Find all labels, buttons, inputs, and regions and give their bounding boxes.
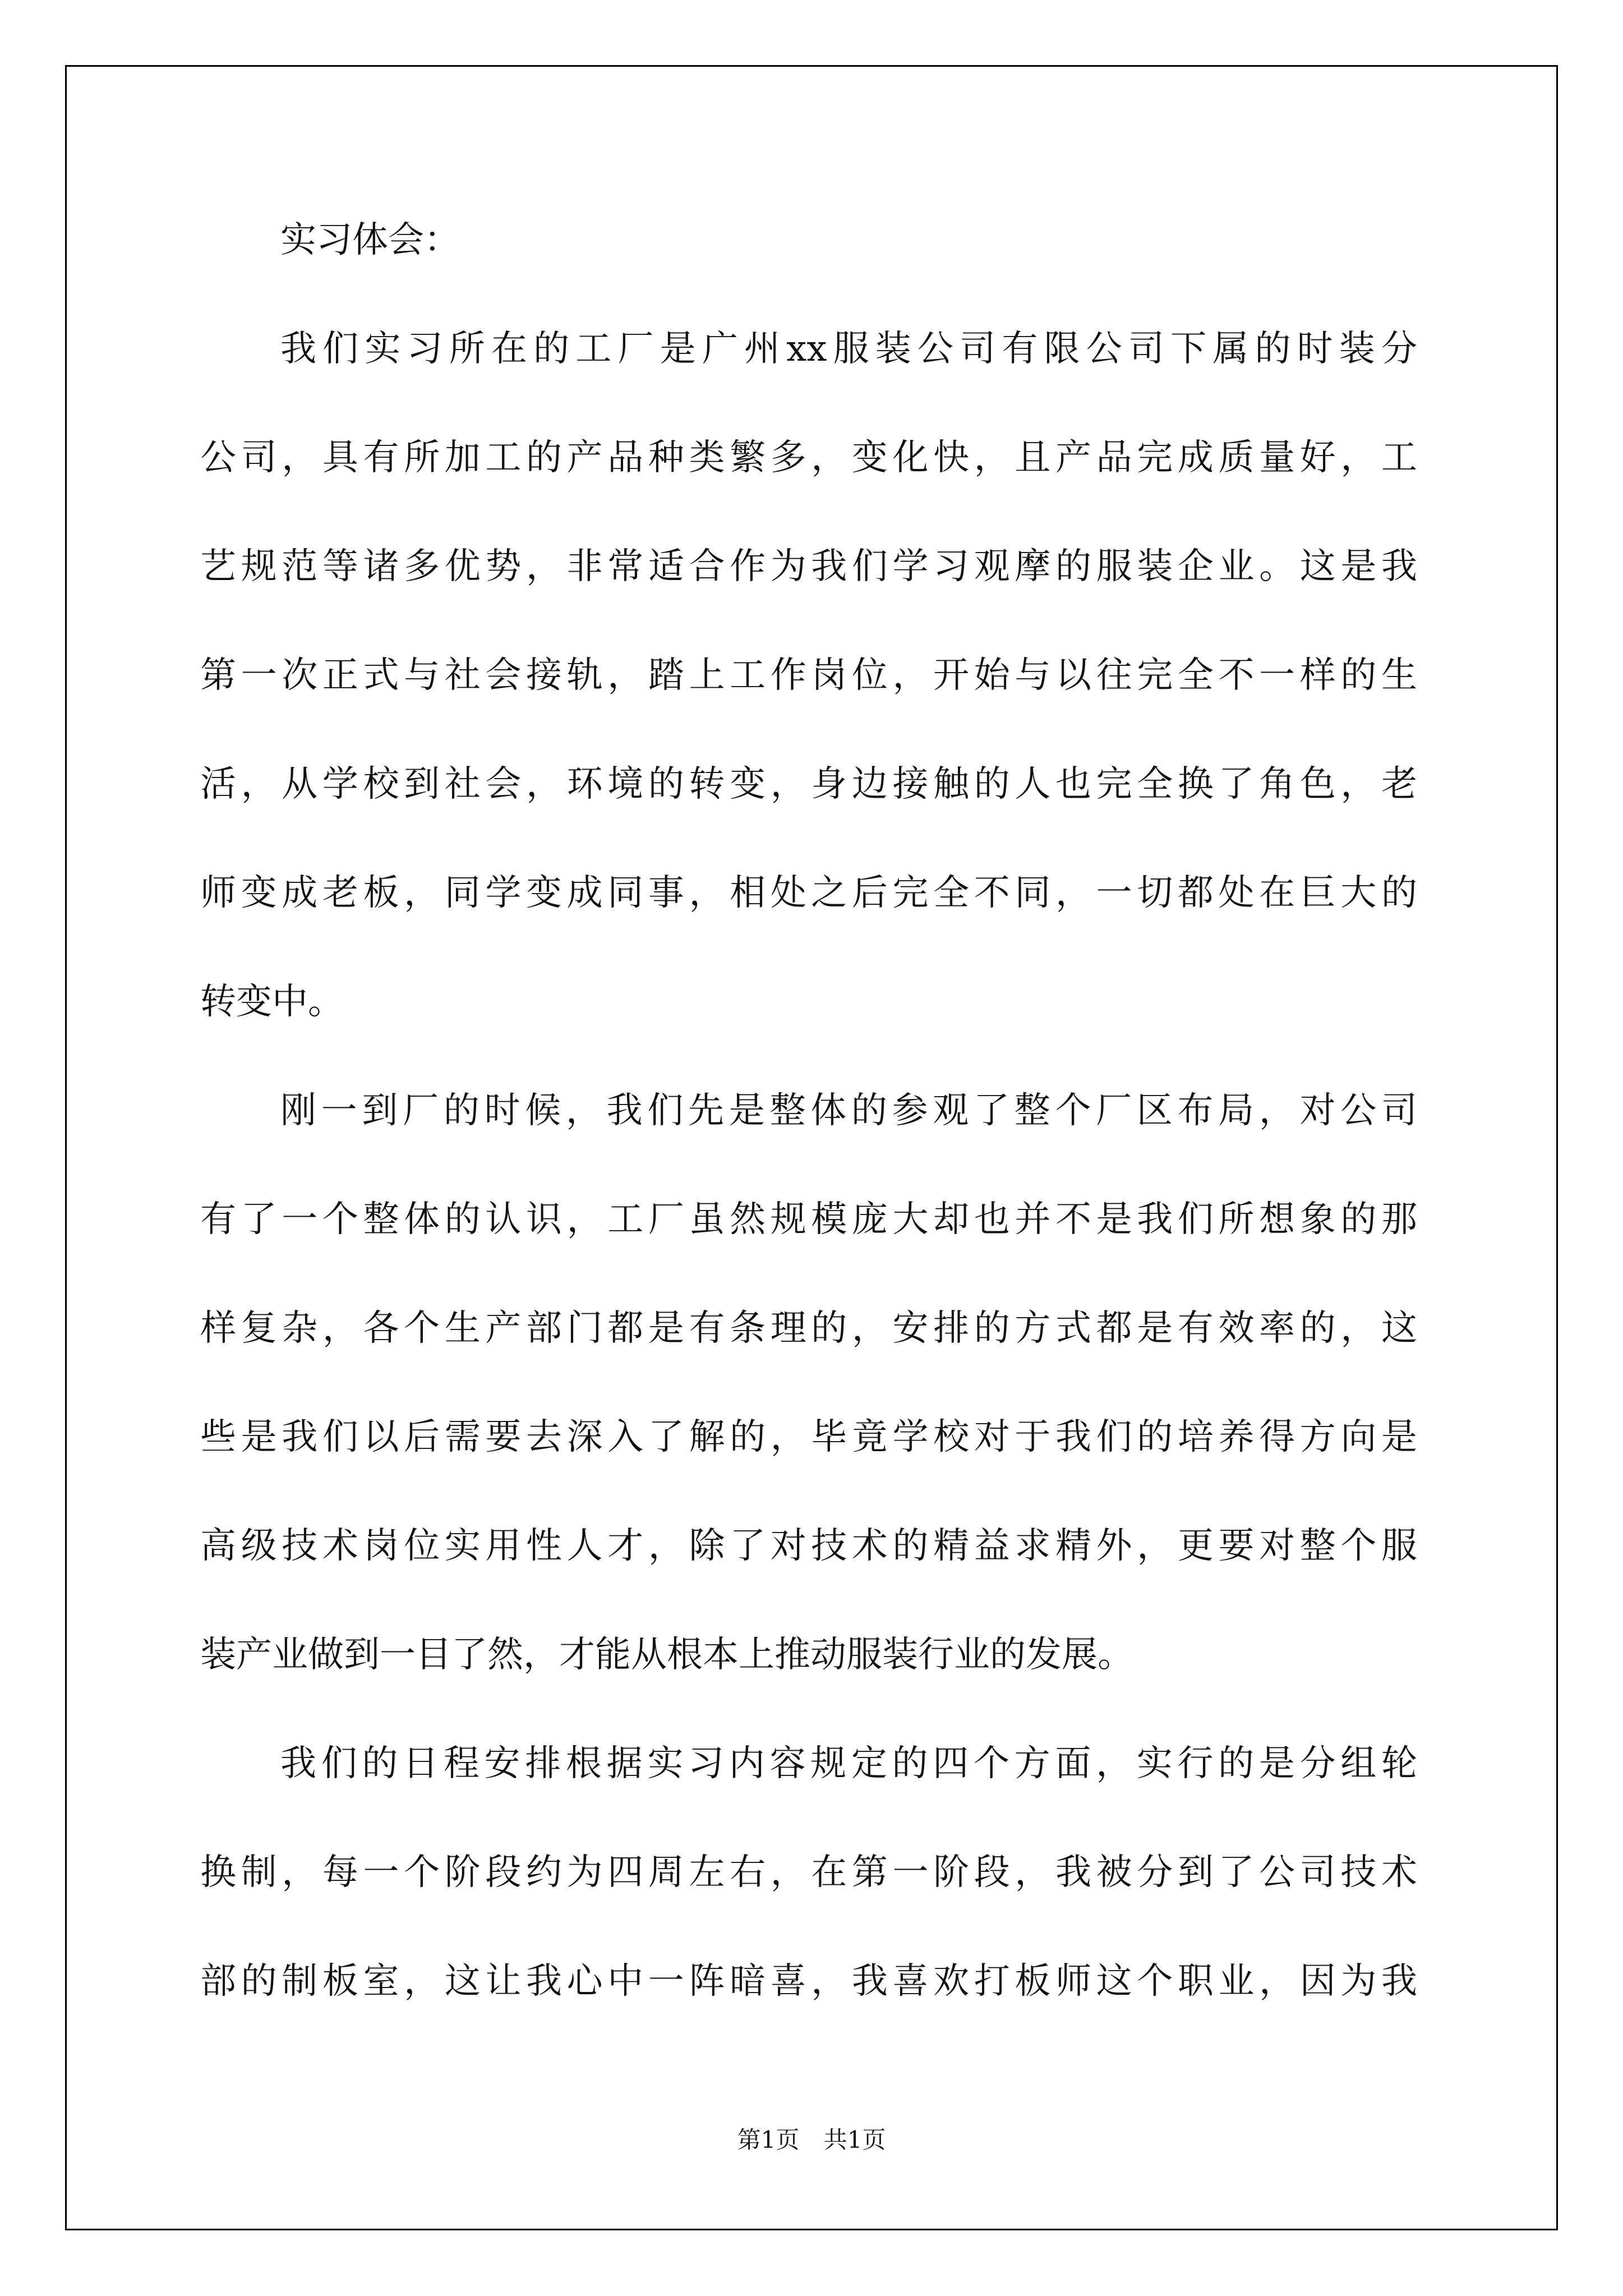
paragraph-line: 我们实习所在的工厂是广州xx服装公司有限公司下属的时装分 xyxy=(280,328,1417,370)
paragraph-line: 师变成老板，同学变成同事，相处之后完全不同，一切都处在巨大的 xyxy=(200,872,1417,914)
paragraph-line: 装产业做到一目了然，才能从根本上推动服装行业的发展。 xyxy=(200,1634,1133,1676)
document-body xyxy=(200,211,1417,2061)
document-heading: 实习体会： xyxy=(280,219,460,261)
paragraph-line: 我们的日程安排根据实习内容规定的四个方面，实行的是分组轮 xyxy=(280,1743,1417,1784)
paragraph-line: 有了一个整体的认识，工厂虽然规模庞大却也并不是我们所想象的那 xyxy=(200,1199,1417,1240)
paragraph-line: 部的制板室，这让我心中一阵暗喜，我喜欢打板师这个职业，因为我 xyxy=(200,1961,1417,2002)
page-number-footer: 第1页 共1页 xyxy=(737,2126,886,2154)
paragraph-line: 活，从学校到社会，环境的转变，身边接触的人也完全换了角色，老 xyxy=(200,763,1417,805)
paragraph-line: 转变中。 xyxy=(200,981,344,1023)
paragraph-line: 第一次正式与社会接轨，踏上工作岗位，开始与以往完全不一样的生 xyxy=(200,655,1417,696)
paragraph-line: 刚一到厂的时候，我们先是整体的参观了整个厂区布局，对公司 xyxy=(280,1090,1417,1131)
paragraph-line: 样复杂，各个生产部门都是有条理的，安排的方式都是有效率的，这 xyxy=(200,1308,1417,1349)
paragraph-line: 公司，具有所加工的产品种类繁多，变化快，且产品完成质量好，工 xyxy=(200,437,1417,478)
paragraph-line: 换制，每一个阶段约为四周左右，在第一阶段，我被分到了公司技术 xyxy=(200,1852,1417,1893)
paragraph-line: 些是我们以后需要去深入了解的，毕竟学校对于我们的培养得方向是 xyxy=(200,1416,1417,1458)
paragraph-line: 艺规范等诸多优势，非常适合作为我们学习观摩的服装企业。这是我 xyxy=(200,546,1417,587)
paragraph-line: 高级技术岗位实用性人才，除了对技术的精益求精外，更要对整个服 xyxy=(200,1525,1417,1567)
